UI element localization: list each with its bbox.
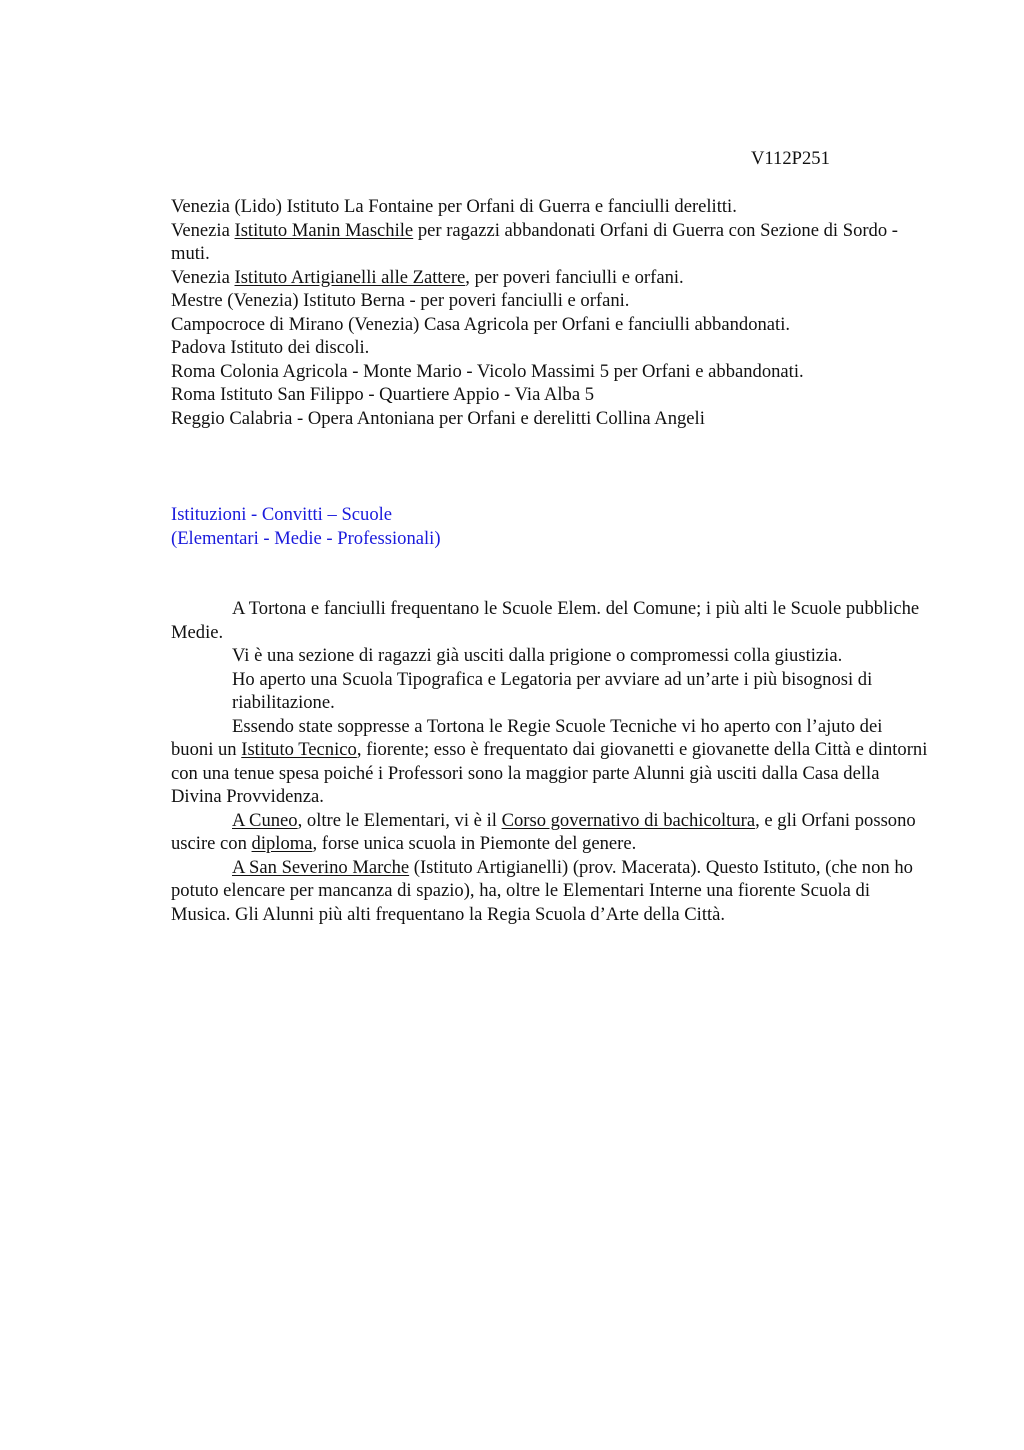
- san-severino-link: A San Severino Marche: [232, 856, 410, 878]
- institute-line: Campocroce di Mirano (Venezia) Casa Agricola per Orfani e fanciulli abbandonati.: [171, 313, 791, 335]
- institute-line: Roma Colonia Agricola - Monte Mario - Vicolo Massimi 5 per Orfani e abbandonati.: [171, 360, 804, 382]
- institute-link: Istituto Artigianelli alle Zattere: [234, 266, 466, 288]
- institute-line: Venezia (Lido) Istituto La Fontaine per Orfani di Guerra e fanciulli derelitti.: [171, 196, 737, 217]
- institute-list: [171, 195, 931, 430]
- paragraph-cuneo: A Cuneo, oltre le Elementari, vi è il Corso governativo di bachicoltura, e gli Orfani possono uscire con diploma, forse unica scuola in Piemonte del genere.: [171, 809, 916, 854]
- technical-institute-link: Istituto Tecnico: [241, 739, 357, 760]
- paragraph-prison-section: Vi è una sezione di ragazzi già usciti dalla prigione o compromessi colla giustizia.: [232, 645, 843, 666]
- institute-line: Venezia Istituto Artigianelli alle Zattere, per poveri fanciulli e orfani.: [171, 266, 684, 288]
- paragraph-tortona: A Tortona e fanciulli frequentano le Scuole Elem. del Comune; i più alti le Scuole pubbliche Medie.: [171, 598, 920, 643]
- institute-line: Venezia Istituto Manin Maschile per ragazzi abbandonati Orfani di Guerra con Sezione di Sordo - muti.: [171, 219, 898, 264]
- institute-line: Roma Istituto San Filippo - Quartiere Appio - Via Alba 5: [171, 384, 595, 405]
- paragraph-technical-institute: Essendo state soppresse a Tortona le Regie Scuole Tecniche vi ho aperto con l’ajuto dei buoni un Istituto Tecnico, fiorente; esso è frequentato dai giovanetti e giovanette della Città e dintorni con una tenue spesa poiché i Professori sono la maggior parte Alunni già usciti dalla Casa della Divina Provvidenza.: [171, 715, 928, 807]
- section-title-line-1: Istituzioni - Convitti – Scuole: [171, 504, 393, 525]
- paragraph-typography-school: Ho aperto una Scuola Tipografica e Legatoria per avviare ad un’arte i più bisognosi di riabilitazione.: [232, 668, 873, 713]
- institute-link: Istituto Manin Maschile: [234, 219, 414, 241]
- section-title-line-2: (Elementari - Medie - Professionali): [171, 527, 441, 549]
- sericulture-course-link: Corso governativo di bachicoltura: [501, 809, 756, 831]
- institute-line: Reggio Calabria - Opera Antoniana per Orfani e derelitti Collina Angeli: [171, 407, 705, 429]
- paragraph-san-severino: A San Severino Marche (Istituto Artigianelli) (prov. Macerata). Questo Istituto, (che non ho potuto elencare per mancanza di spazio), ha, oltre le Elementari Interne una fiorente Scuola di Musica. Gli Alunni più alti frequentano la Regia Scuola d’Arte della Città.: [171, 856, 913, 925]
- body-text: [171, 597, 929, 926]
- section-heading: [171, 503, 931, 550]
- document-id: V112P251: [751, 148, 830, 169]
- diploma-link: diploma: [251, 833, 313, 854]
- cuneo-link: A Cuneo: [232, 809, 298, 831]
- institute-line: Mestre (Venezia) Istituto Berna - per poveri fanciulli e orfani.: [171, 290, 630, 311]
- institute-line: Padova Istituto dei discoli.: [171, 337, 370, 358]
